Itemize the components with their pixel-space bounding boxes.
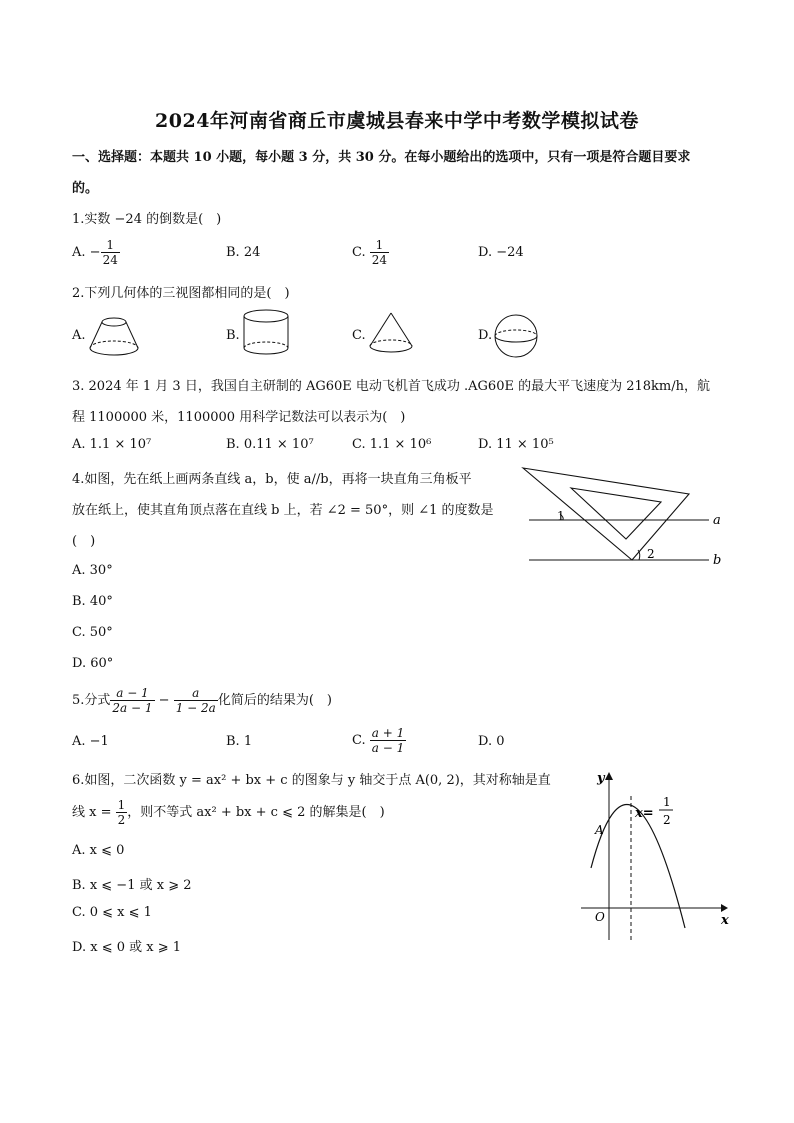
triangle-outer [523, 468, 689, 560]
label-origin: O [595, 910, 605, 924]
q4-option-b[interactable]: B. 40° [72, 594, 113, 609]
label-angle-2: 2 [647, 547, 655, 561]
cone-figure [366, 310, 416, 358]
label-b: b [713, 553, 722, 568]
q1-option-b[interactable]: B. 24 [226, 245, 261, 260]
q1-option-c[interactable]: C. $\frac{1}{24}$ [352, 238, 388, 267]
q6-option-c[interactable]: C. 0 ⩽ x ⩽ 1 [72, 905, 152, 920]
q5-option-b[interactable]: B. 1 [226, 734, 253, 749]
q3-stem-line2: 程 1100000 米，1100000 用科学记数法可以表示为( ) [72, 410, 406, 425]
q6-option-a[interactable]: A. x ⩽ 0 [72, 843, 125, 858]
label-a: a [713, 513, 721, 528]
y-axis-arrow [605, 772, 613, 780]
q3-option-a[interactable]: A. 1.1 × 10⁷ [72, 437, 152, 452]
label-axis-den: 2 [663, 813, 671, 827]
q4-option-c[interactable]: C. 50° [72, 625, 113, 640]
q2-option-c[interactable]: C. [352, 328, 366, 343]
q5-c-fraction: $\frac{a + 1}{a - 1}$ [371, 726, 405, 755]
x-axis-arrow [721, 904, 728, 912]
q2-option-b[interactable]: B. [226, 328, 240, 343]
q4-stem-line2: 放在纸上，使其直角顶点落在直线 b 上，若 ∠2 = 50°，则 ∠1 的度数是 [72, 503, 494, 518]
sphere-figure [492, 312, 540, 360]
q4-stem-line3: ( ) [72, 534, 96, 549]
q1-option-a[interactable]: A. − $\frac{1}{24}$ [72, 238, 118, 267]
q3-option-c[interactable]: C. 1.1 × 10⁶ [352, 437, 432, 452]
q3-stem-line1: 3. 2024 年 1 月 3 日，我国自主研制的 AG60E 电动飞机首飞成功 .AG60E 的最大平飞速度为 218km/h，航 [72, 379, 710, 394]
cylinder-figure [238, 308, 294, 358]
q1-a-fraction: $\frac{1}{24}$ [102, 238, 118, 267]
parabola-curve [591, 805, 685, 928]
page-title: 2024年河南省商丘市虞城县春来中学中考数学模拟试卷 [155, 110, 639, 132]
parabola-figure [575, 768, 735, 943]
q6-option-d[interactable]: D. x ⩽ 0 或 x ⩾ 1 [72, 940, 182, 955]
q4-option-d[interactable]: D. 60° [72, 656, 114, 671]
q5-fraction-1: $\frac{a - 1}{2a - 1}$ [112, 686, 153, 715]
q1-option-d[interactable]: D. −24 [478, 245, 524, 260]
q1-c-fraction: $\frac{1}{24}$ [371, 238, 388, 267]
q5-option-d[interactable]: D. 0 [478, 734, 505, 749]
q5-stem: 5.分式 $\frac{a - 1}{2a - 1}$ − $\frac{a}{1 - 2a}$ 化简后的结果为( ) [72, 686, 332, 715]
q4-stem-line1: 4.如图，先在纸上画两条直线 a，b，使 a//b，再将一块直角三角板平 [72, 472, 472, 487]
label-axis-eq: x= [635, 806, 654, 821]
q5-option-c[interactable]: C. $\frac{a + 1}{a - 1}$ [352, 726, 405, 755]
q5-option-a[interactable]: A. −1 [72, 734, 109, 749]
label-axis-num: 1 [663, 795, 671, 809]
q4-option-a[interactable]: A. 30° [72, 563, 113, 578]
q2-stem: 2.下列几何体的三视图都相同的是( ) [72, 286, 290, 301]
section-header-cont: 的。 [72, 181, 99, 196]
label-angle-1: 1 [557, 509, 565, 523]
q1-stem: 1.实数 −24 的倒数是( ) [72, 212, 222, 227]
q3-option-d[interactable]: D. 11 × 10⁵ [478, 437, 554, 452]
q5-fraction-2: $\frac{a}{1 - 2a}$ [175, 686, 216, 715]
q3-option-b[interactable]: B. 0.11 × 10⁷ [226, 437, 314, 452]
q6-stem-line2: 线 x = $\frac{1}{2}$ ，则不等式 ax² + bx + c ⩽ 2 的解集是( ) [72, 798, 385, 827]
label-x: x [721, 913, 729, 928]
q2-option-d[interactable]: D. [478, 328, 493, 343]
label-point-a: A [595, 823, 604, 837]
q6-option-b[interactable]: B. x ⩽ −1 或 x ⩾ 2 [72, 878, 192, 893]
q6-fraction: $\frac{1}{2}$ [117, 798, 126, 827]
parallel-lines-triangle-figure [515, 462, 730, 572]
frustum-figure [86, 314, 142, 358]
section-header: 一、选择题：本题共 10 小题，每小题 3 分，共 30 分。在每小题给出的选项中，只有一项是符合题目要求 [72, 150, 691, 165]
label-y: y [597, 771, 605, 786]
q6-stem-line1: 6.如图，二次函数 y = ax² + bx + c 的图象与 y 轴交于点 A(0, 2)，其对称轴是直 [72, 773, 551, 788]
q2-option-a[interactable]: A. [72, 328, 86, 343]
triangle-inner [571, 488, 661, 539]
